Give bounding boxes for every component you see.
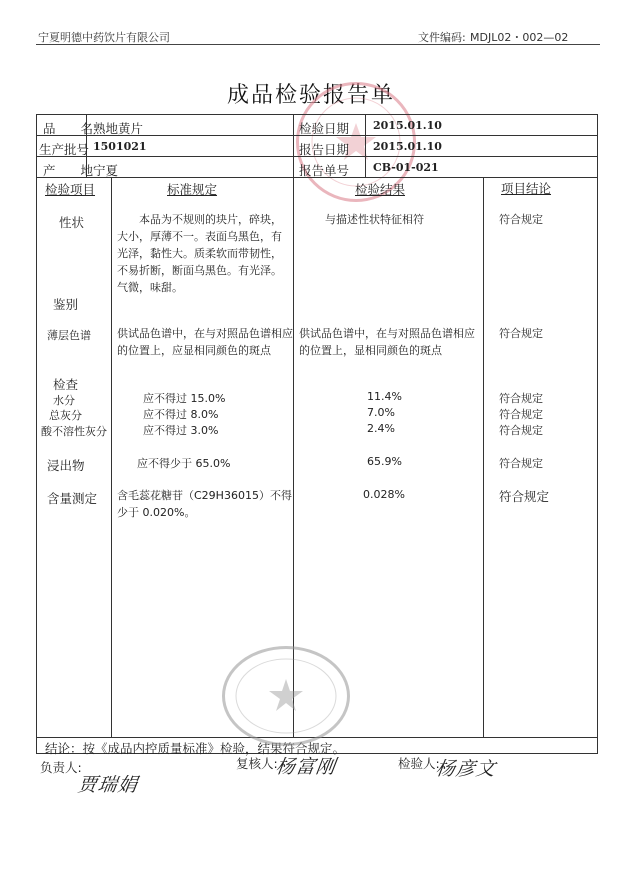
row-extract-name: 浸出物: [47, 458, 85, 473]
inspect-date-value: 2015.01.10: [373, 119, 442, 132]
origin-value: 宁夏: [93, 163, 119, 178]
conclusion-text: 结论：按《成品内控质量标准》检验，结果符合规定。: [45, 741, 346, 756]
col-conclusion-header: 项目结论: [501, 181, 552, 196]
row-extract-conclusion: 符合规定: [499, 457, 543, 470]
col-result-header: 检验结果: [355, 182, 406, 197]
inspect-date-label: 检验日期: [299, 121, 350, 136]
doc-code-label: 文件编码:: [418, 31, 466, 44]
batch-value: 1501021: [93, 140, 147, 153]
row-assay-result: 0.028%: [363, 488, 405, 501]
row-assay-conclusion: 符合规定: [499, 489, 550, 504]
row-check-acid-ash-result: 2.4%: [367, 422, 395, 435]
report-date-label: 报告日期: [299, 142, 350, 157]
row-character-conclusion: 符合规定: [499, 213, 543, 226]
row-identification-conclusion: 符合规定: [499, 327, 543, 340]
report-no-value: CB-01-021: [373, 161, 439, 174]
inspector-signature: 杨彦文: [434, 758, 498, 780]
row-identification-subname: 薄层色谱: [47, 329, 91, 342]
origin-label: 产 地: [43, 163, 94, 178]
row-check-ash-standard: 应不得过 8.0%: [143, 408, 219, 421]
row-check-acid-ash-conclusion: 符合规定: [499, 424, 543, 437]
row-identification-result: 供试品色谱中，在与对照品色谱相应的位置上，显相同颜色的斑点: [299, 327, 475, 357]
reviewer-signature: 杨富刚: [274, 756, 338, 778]
row-check-name: 检查: [53, 377, 79, 392]
report-date-value: 2015.01.10: [373, 140, 442, 153]
batch-label: 生产批号: [39, 142, 90, 157]
row-character-result: 与描述性状特征相符: [325, 213, 424, 226]
row-identification-name: 鉴别: [53, 297, 79, 312]
row-extract-standard: 应不得少于 65.0%: [137, 457, 231, 470]
row-check-ash-name: 总灰分: [49, 409, 82, 422]
row-extract-result: 65.9%: [367, 455, 402, 468]
page-title: 成品检验报告单: [226, 83, 395, 108]
row-check-acid-ash-standard: 应不得过 3.0%: [143, 424, 219, 437]
col-item-header: 检验项目: [45, 182, 96, 197]
quality-stamp-bottom: [222, 646, 350, 746]
product-label: 品 名: [43, 121, 94, 136]
responsible-signature: 贾瑞娟: [76, 774, 140, 796]
report-no-label: 报告单号: [299, 163, 350, 178]
row-check-water-standard: 应不得过 15.0%: [143, 392, 226, 405]
product-value: 熟地黄片: [93, 121, 144, 136]
row-check-ash-conclusion: 符合规定: [499, 408, 543, 421]
doc-code: MDJL02・002—02: [470, 31, 569, 44]
row-assay-standard: 含毛蕊花糖苷（C29H36015）不得少于 0.020%。: [117, 489, 292, 519]
row-check-water-result: 11.4%: [367, 390, 402, 403]
header-rule: [36, 44, 600, 45]
inspector-label: 检验人:: [398, 756, 440, 771]
col-standard-header: 标准规定: [167, 182, 218, 197]
row-check-water-name: 水分: [53, 394, 75, 407]
row-character-name: 性状: [59, 215, 85, 230]
row-check-water-conclusion: 符合规定: [499, 392, 543, 405]
row-identification-standard: 供试品色谱中，在与对照品色谱相应的位置上，应显相同颜色的斑点: [117, 327, 293, 357]
row-check-acid-ash-name: 酸不溶性灰分: [41, 425, 107, 438]
row-check-ash-result: 7.0%: [367, 406, 395, 419]
row-assay-name: 含量测定: [47, 491, 98, 506]
responsible-label: 负责人:: [40, 760, 82, 775]
company-name: 宁夏明德中药饮片有限公司: [38, 31, 170, 44]
reviewer-label: 复核人:: [236, 756, 278, 771]
row-character-standard: 本品为不规则的块片，碎块，大小，厚薄不一。表面乌黑色，有光泽，黏性大。质柔软而带韧性，不易折断，断面乌黑色。有光泽。气微，味甜。: [117, 213, 282, 294]
